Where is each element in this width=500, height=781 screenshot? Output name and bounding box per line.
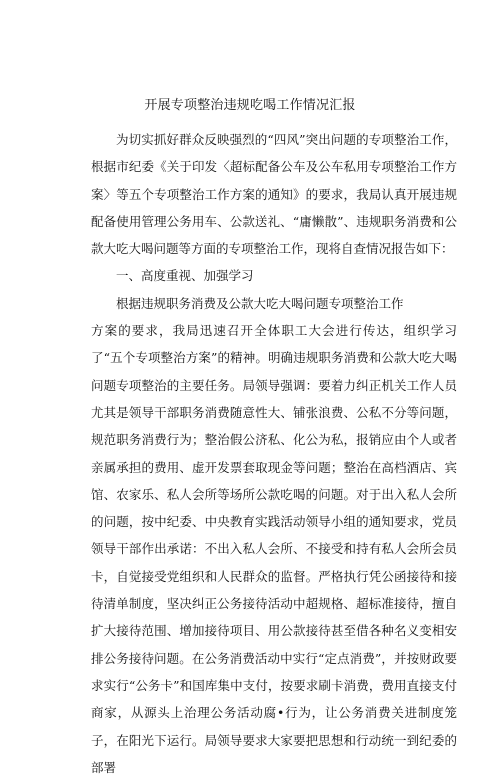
intro-paragraph: 为切实抓好群众反映强烈的“四风”突出问题的专项整治工作，根据市纪委《关于印发〈超标配备公车及公车私用专项整治工作方案〉等五个专项整治工作方案的通知》的要求，我局认真开展违规配备使用管理公务用车、公款送礼、“庸懒散”、违规职务消费和公款大吃大喝问题等方面的专项整治工作，现将自查情况报告如下： <box>91 132 457 257</box>
section-body-paragraph: 方案的要求，我局迅速召开全体职工大会进行传达，组织学习了“五个专项整治方案”的精神。明确违规职务消费和公款大吃大喝问题专项整治的主要任务。局领导强调：要着力纠正机关工作人员尤其是领导干部职务消费随意性大、铺张浪费、公私不分等问题，规范职务消费行为；整治假公济私、化公为私，报销应由个人或者亲属承担的费用、虚开发票套取现金等问题；整治在高档酒店、宾馆、农家乐、私人会所等场所公款吃喝的问题。对于出入私人会所的问题，按中纪委、中央教育实践活动领导小组的通知要求，党员领导干部作出承诺：不出入私人会所、不接受和持有私人会所会员卡，自觉接受党组织和人民群众的监督。严格执行凭公函接待和接待清单制度，坚决纠正公务接待活动中超规格、超标准接待，擅自扩大接待范围、增加接待项目、用公款接待甚至借各种名义变相安排公务接待问题。在公务消费活动中实行“定点消费”，并按财政要求实行“公务卡”和国库集中支付，按要求刷卡消费，费用直接支付商家，从源头上治理公务活动腐•行为，让公务消费关进制度笼子，在阳光下运行。局领导要求大家要把思想和行动统一到纪委的部署 <box>91 323 457 775</box>
document-title: 开展专项整治违规吃喝工作情况汇报 <box>144 98 356 113</box>
document-body <box>91 126 457 781</box>
section-subtitle: 根据违规职务消费及公款大吃大喝问题专项整治工作 <box>116 295 404 311</box>
section-heading: 一、高度重视、加强学习 <box>116 268 254 284</box>
